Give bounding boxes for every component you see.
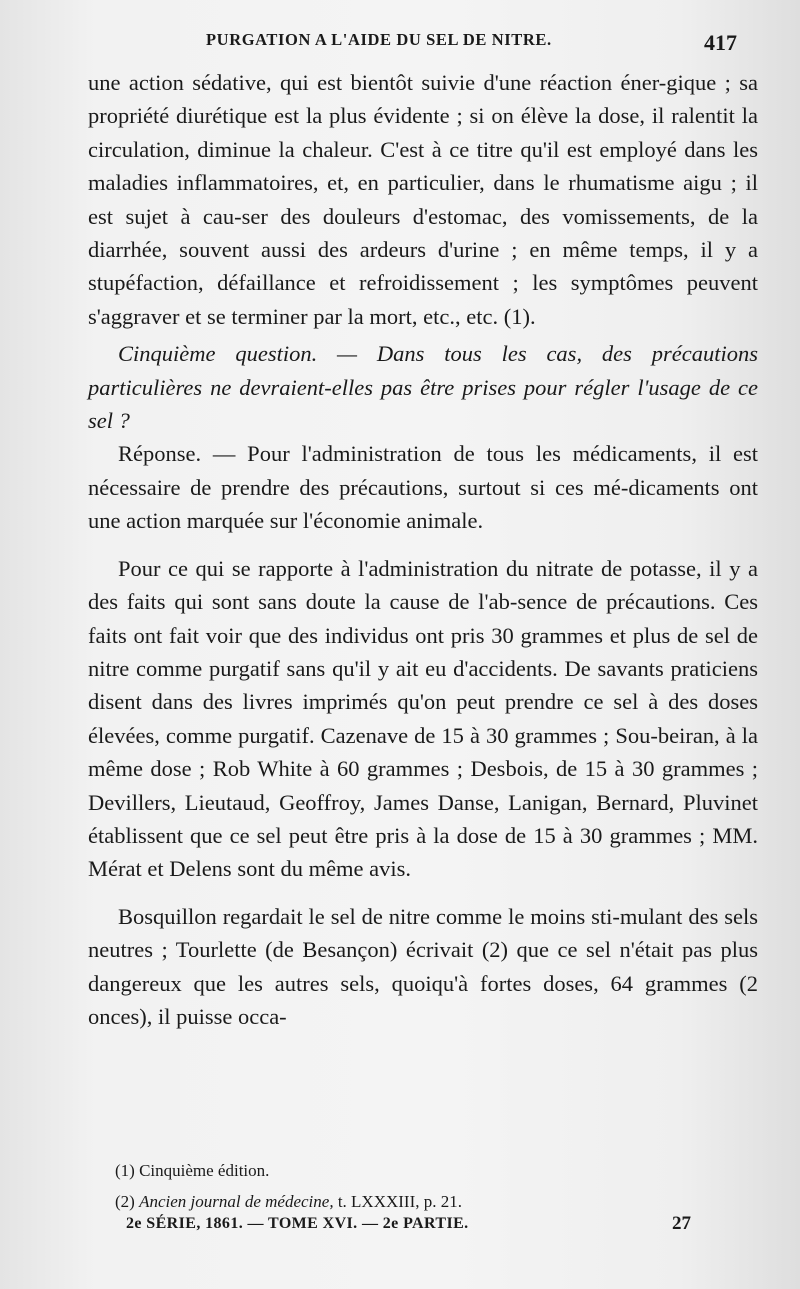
paragraph-facts: Pour ce qui se rapporte à l'administration du nitrate de potasse, il y a des faits qui sont sans doute la cause de l'ab-sence de précautions. Ces faits ont fait voir que des individus ont pris 30 grammes et plus de sel de nitre comme purgatif sans qu'il y ait eu d'accidents. De savants praticiens disent dans des livres imprimés qu'on peut prendre ce sel à des doses élevées, comme purgatif. Cazenave de 15 à 30 grammes ; Sou-beiran, à la même dose ; Rob White à 60 grammes ; Desbois, de 15 à 30 grammes ; Devillers, Lieutaud, Geoffroy, James Danse, Lanigan, Bernard, Pluvinet établissent que ce sel peut être pris à la dose de 15 à 30 grammes ; MM. Mérat et Delens sont du même avis. — [88, 555, 758, 882]
paragraph-question: Cinquième question. — Dans tous les cas, des précautions particulières ne devraient-elles pas être prises pour régler l'usage de ce sel ? — [88, 341, 758, 434]
printer-signature: 2e SÉRIE, 1861. — TOME XVI. — 2e PARTIE. — [126, 1215, 469, 1232]
footnotes — [115, 1155, 735, 1217]
paragraph-answer: Réponse. — Pour l'administration de tous les médicaments, il est nécessaire de prendre des précautions, surtout si ces mé-dicaments ont une action marquée sur l'économie animale. — [88, 441, 758, 534]
footnote-1-text: Cinquième édition. — [139, 1161, 270, 1180]
footnote-1-marker: (1) — [115, 1161, 135, 1180]
footnote-2-text: t. LXXXIII, p. 21. — [337, 1192, 462, 1211]
footnote-2-marker: (2) — [115, 1192, 135, 1211]
body-text — [88, 66, 758, 1033]
footnote-2-title: Ancien journal de médecine, — [139, 1192, 334, 1211]
paragraph-bosquillon: Bosquillon regardait le sel de nitre comme le moins sti-mulant des sels neutres ; Tourlette (de Besançon) écrivait (2) que ce sel n'était pas plus dangereux que les autres sels, quoiqu'à fortes doses, 64 grammes (2 onces), il puisse occa- — [88, 903, 758, 1029]
running-header: PURGATION A L'AIDE DU SEL DE NITRE. — [206, 30, 552, 49]
paragraph-continuation: une action sédative, qui est bientôt suivie d'une réaction éner-gique ; sa propriété diurétique est la plus évidente ; si on élève la dose, il ralentit la circulation, diminue la chaleur. C'est à ce titre qu'il est employé dans les maladies inflammatoires, et, en particulier, dans le rhumatisme aigu ; il est sujet à cau-ser des douleurs d'estomac, des vomissements, de la diarrhée, souvent aussi des ardeurs d'urine ; en même temps, il y a stupéfaction, défaillance et refroidissement ; les symptômes peuvent s'aggraver et se terminer par la mort, etc., etc. (1). — [88, 70, 758, 329]
page-number: 417 — [704, 30, 737, 55]
signature-number: 27 — [672, 1213, 691, 1234]
footnote-2 — [115, 1186, 735, 1217]
footnote-1 — [115, 1155, 735, 1186]
